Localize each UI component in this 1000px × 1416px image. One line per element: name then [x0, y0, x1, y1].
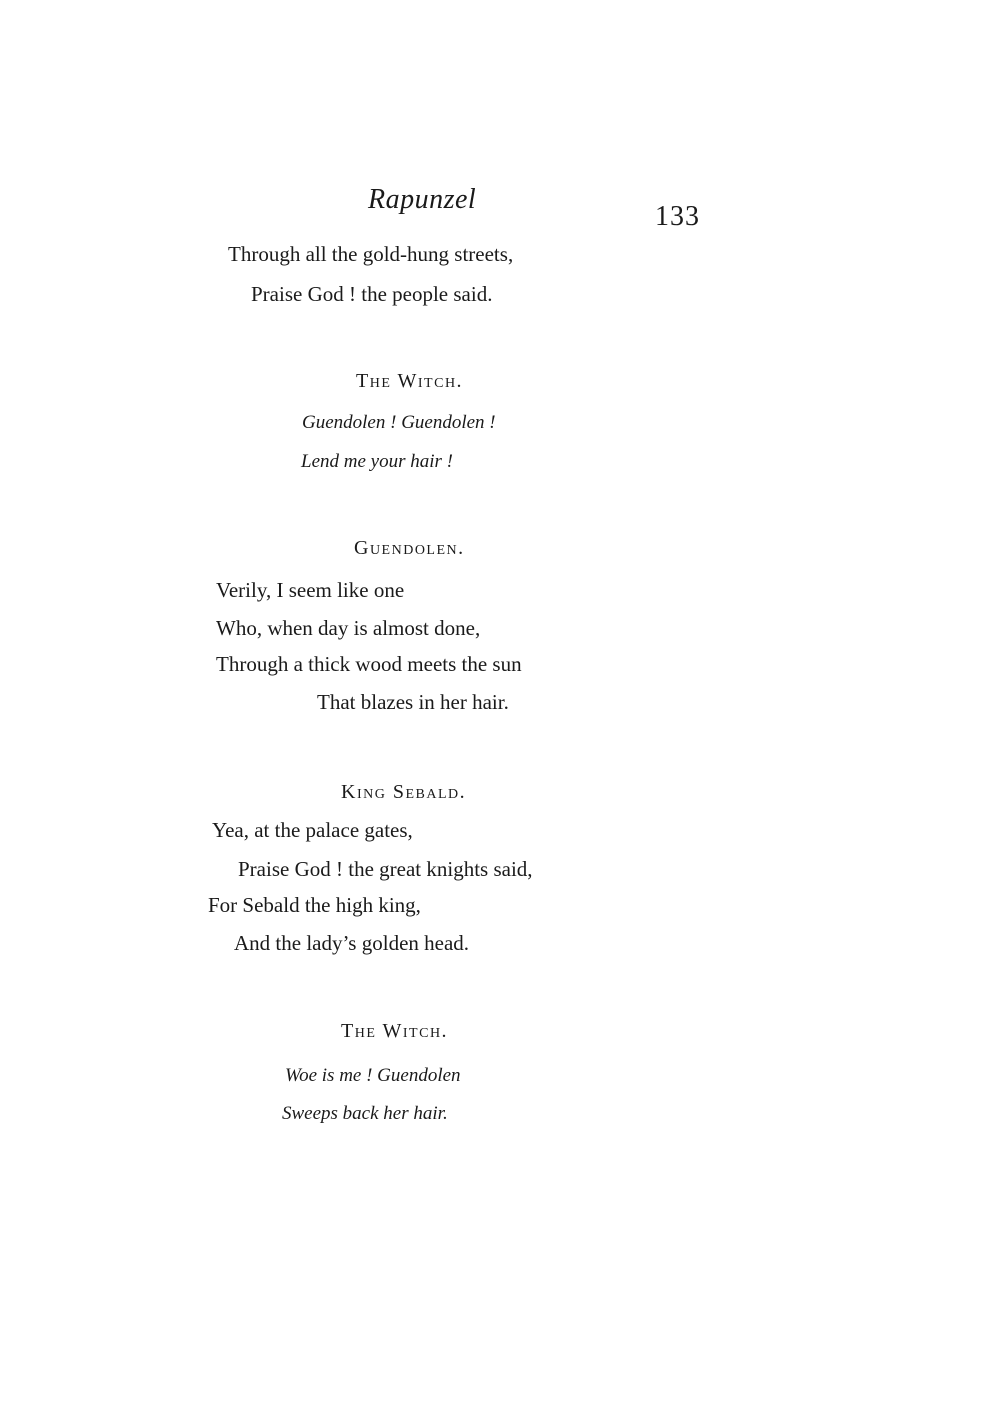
- speaker-name: The Witch.: [341, 1020, 449, 1042]
- page-number: 133: [655, 201, 700, 232]
- verse-line: Through a thick wood meets the sun: [216, 652, 522, 676]
- running-title: Rapunzel: [368, 184, 477, 215]
- verse-line: Verily, I seem like one: [216, 578, 405, 602]
- verse-line: That blazes in her hair.: [317, 690, 509, 714]
- verse-line: Through all the gold-hung streets,: [228, 242, 514, 266]
- verse-line: Guendolen ! Guendolen !: [302, 412, 496, 433]
- verse-line: And the lady’s golden head.: [234, 931, 470, 955]
- verse-line: Lend me your hair !: [301, 451, 453, 472]
- verse-line: Praise God ! the people said.: [251, 282, 493, 306]
- verse-line: Woe is me ! Guendolen: [285, 1065, 461, 1086]
- speaker-name: The Witch.: [356, 370, 464, 392]
- verse-line: Yea, at the palace gates,: [212, 818, 413, 842]
- speaker-name: King Sebald.: [341, 781, 467, 803]
- verse-line: Sweeps back her hair.: [282, 1103, 448, 1124]
- verse-line: Who, when day is almost done,: [216, 616, 481, 640]
- speaker-name: Guendolen.: [354, 537, 465, 559]
- verse-line: Praise God ! the great knights said,: [238, 857, 533, 881]
- verse-line: For Sebald the high king,: [208, 893, 421, 917]
